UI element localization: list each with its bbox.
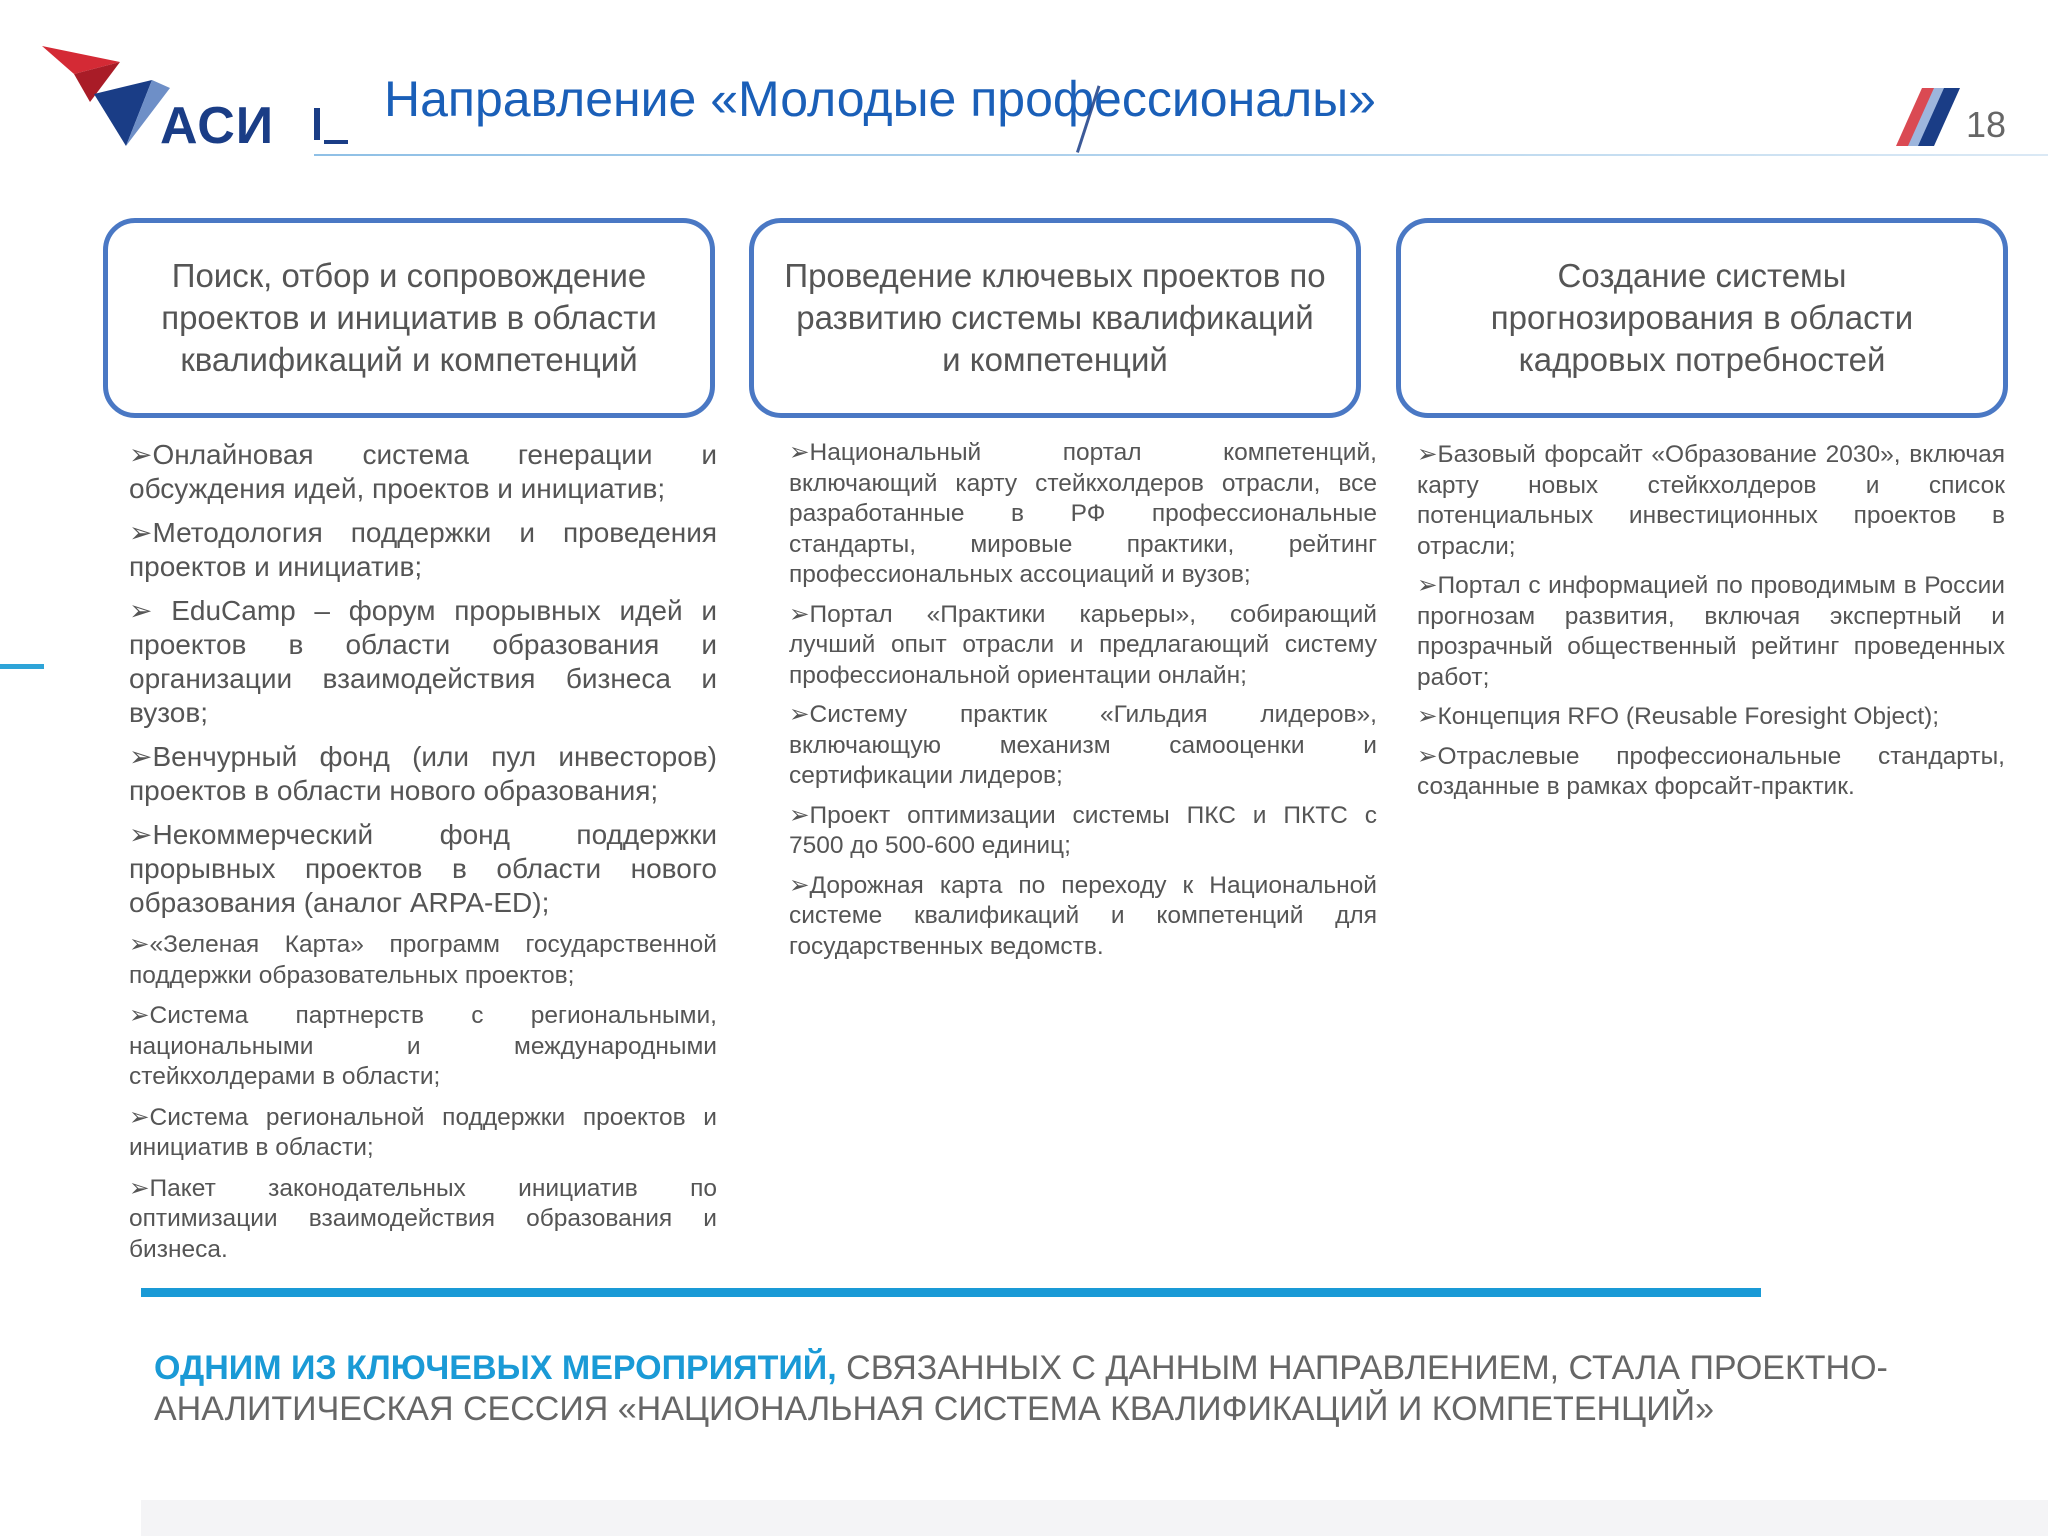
- bullet-arrow-icon: ➢: [789, 701, 810, 728]
- bullet-arrow-icon: ➢: [789, 600, 810, 628]
- bullet-arrow-icon: ➢: [1417, 742, 1438, 770]
- column-heading-projects: [749, 218, 1361, 418]
- logo-text: АСИ: [160, 97, 275, 155]
- page-title: Направление «Молодые профессионалы»: [384, 71, 1376, 127]
- bullet-arrow-icon: ➢: [129, 1174, 150, 1202]
- page-number: 18: [1966, 104, 2007, 145]
- bullet-arrow-icon: ➢: [129, 1002, 150, 1029]
- bullet-arrow-icon: ➢: [129, 439, 153, 470]
- column-list-search: [129, 438, 717, 1275]
- list-item: ➢Пакет законодательных инициатив по оптимизации взаимодействия образования и бизнеса.: [129, 1174, 717, 1263]
- column-list-projects: [789, 438, 1377, 971]
- bullet-arrow-icon: ➢: [129, 819, 153, 850]
- column-heading-text: Создание системы прогнозирования в области кадровых потребностей: [1490, 257, 1914, 378]
- list-item: ➢Венчурный фонд (или пул инвесторов) проектов в области нового образования;: [129, 741, 717, 806]
- list-item: ➢Дорожная карта по переходу к Национальной системе квалификаций и компетенций для государственных ведомств.: [789, 871, 1377, 960]
- column-heading-search: [103, 218, 715, 418]
- column-heading-text: Проведение ключевых проектов по развитию системы квалификаций и компетенций: [784, 257, 1326, 378]
- bullet-arrow-icon: ➢: [129, 1103, 150, 1131]
- column-heading-text: Поиск, отбор и сопровождение проектов и инициатив в области квалификаций и компетенций: [161, 257, 657, 378]
- bullet-arrow-icon: ➢: [129, 517, 153, 548]
- list-item: ➢Система партнерств с региональными, национальными и международными стейкхолдерами в области;: [129, 1002, 717, 1090]
- bottom-divider: [141, 1288, 1761, 1297]
- list-item: ➢Проект оптимизации системы ПКС и ПКТС с 7500 до 500-600 единиц;: [789, 801, 1377, 859]
- list-item: ➢Некоммерческий фонд поддержки прорывных проектов в области нового образования (аналог ARPA-ED);: [129, 819, 717, 918]
- bullet-arrow-icon: ➢: [1417, 572, 1438, 599]
- title-underline: [314, 154, 2048, 156]
- list-item: ➢Портал «Практики карьеры», собирающий лучший опыт отрасли и предлагающий систему профессиональной ориентации онлайн;: [789, 600, 1377, 689]
- bullet-arrow-icon: ➢: [129, 741, 153, 772]
- list-item: ➢Национальный портал компетенций, включающий карту стейкхолдеров отрасли, все разработанные в РФ профессиональные стандарты, мировые практики, рейтинг профессиональных ассоциаций и вузов;: [789, 439, 1377, 588]
- bullet-arrow-icon: ➢: [789, 871, 810, 899]
- bullet-arrow-icon: ➢: [1417, 703, 1438, 730]
- key-event-highlight: ОДНИМ ИЗ КЛЮЧЕВЫХ МЕРОПРИЯТИЙ,: [154, 1349, 837, 1387]
- corner-stripes-icon: [1896, 88, 1960, 146]
- bullet-arrow-icon: ➢: [129, 595, 153, 626]
- column-list-forecasting: [1417, 440, 2005, 812]
- footer-band: [141, 1500, 2048, 1536]
- bullet-arrow-icon: ➢: [789, 439, 810, 466]
- bullet-arrow-icon: ➢: [1417, 441, 1438, 468]
- list-item: ➢Базовый форсайт «Образование 2030», включая карту новых стейкхолдеров и список потенциальных инвестиционных проектов в отрасли;: [1417, 441, 2005, 560]
- list-item: ➢Портал с информацией по проводимым в России прогнозам развития, включая экспертный и прозрачный общественный рейтинг проведенных работ;: [1417, 572, 2005, 691]
- key-event-text: СВЯЗАННЫХ С ДАННЫМ НАПРАВЛЕНИЕМ, СТАЛА ПРОЕКТНО-АНАЛИТИЧЕСКАЯ СЕССИЯ «НАЦИОНАЛЬНАЯ СИСТЕМА КВАЛИФИКАЦИЙ И КОМПЕТЕНЦИЙ»: [154, 1349, 1888, 1428]
- list-item: ➢Онлайновая система генерации и обсуждения идей, проектов и инициатив;: [129, 439, 717, 504]
- bullet-arrow-icon: ➢: [789, 801, 810, 829]
- title-cursor-icon: [314, 106, 354, 146]
- list-item: ➢Методология поддержки и проведения проектов и инициатив;: [129, 517, 717, 582]
- side-accent-line: [0, 664, 44, 669]
- key-event-note: [154, 1348, 1914, 1430]
- list-item: ➢Система региональной поддержки проектов и инициатив в области;: [129, 1103, 717, 1161]
- list-item: ➢Концепция RFO (Reusable Foresight Object);: [1417, 703, 1940, 730]
- list-item: ➢Систему практик «Гильдия лидеров», включающую механизм самооценки и сертификации лидеров;: [789, 701, 1377, 789]
- list-item: ➢ EduCamp – форум прорывных идей и проектов в области образования и организации взаимодействия бизнеса и вузов;: [129, 595, 717, 728]
- list-item: ➢«Зеленая Карта» программ государственной поддержки образовательных проектов;: [129, 931, 717, 989]
- bullet-arrow-icon: ➢: [129, 931, 150, 958]
- column-heading-forecasting: [1396, 218, 2008, 418]
- list-item: ➢Отраслевые профессиональные стандарты, созданные в рамках форсайт-практик.: [1417, 742, 2005, 800]
